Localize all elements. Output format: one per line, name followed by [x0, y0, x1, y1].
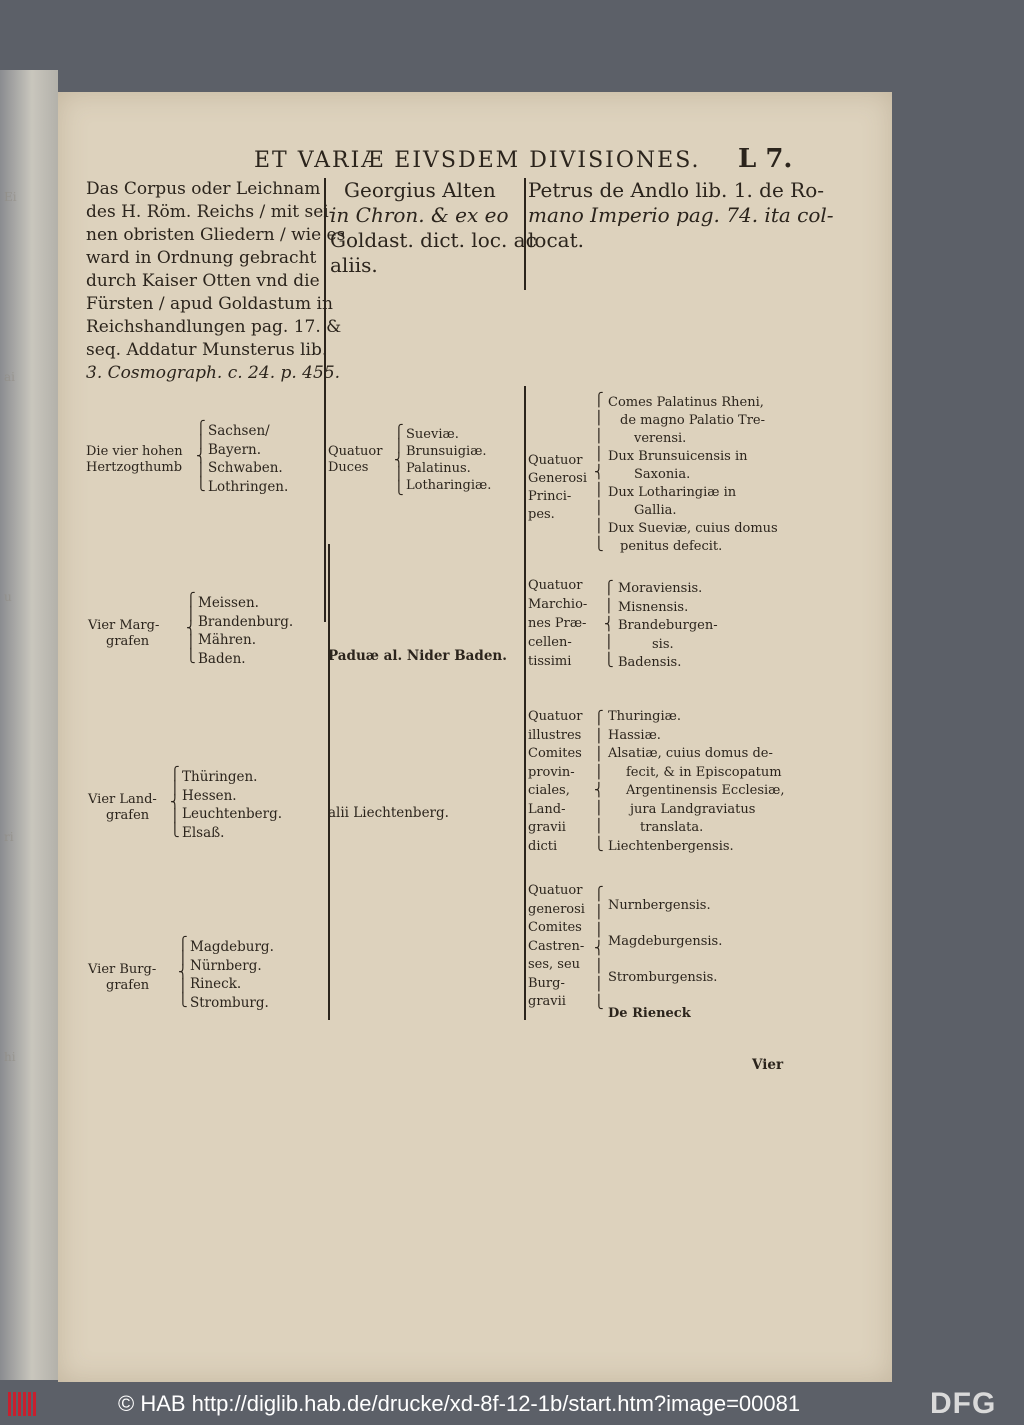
list-item: Brandeburgen- [618, 618, 718, 633]
col1-intro-line: ward in Ordnung gebracht [86, 248, 317, 268]
brace-icon: ⎧ ⎪ ⎪ ⎪ ⎨ ⎪ ⎪ ⎩ [594, 711, 604, 852]
col1-group3-label [88, 792, 157, 824]
col2-note-baden: Paduæ al. Nider Baden. [328, 648, 507, 664]
col2-intro-line: Goldast. dict. loc. ac [330, 228, 537, 252]
list-item: Brunsuigiæ. [406, 444, 487, 459]
list-item: penitus defecit. [620, 539, 723, 554]
label-line: gravii [528, 820, 566, 835]
label-line: cellen- [528, 635, 572, 650]
dfg-logo[interactable]: DFG [930, 1387, 997, 1420]
list-item: Dux Sueviæ, cuius domus [608, 521, 778, 536]
col3-intro [528, 178, 834, 253]
list-item: Saxonia. [634, 467, 691, 482]
list-item: Misnensis. [618, 599, 689, 615]
brace-icon: ⎧ ⎪ ⎨ ⎪ ⎩ [604, 581, 614, 668]
label-line: Land- [528, 801, 566, 817]
list-item: Dux Brunsuicensis in [608, 449, 748, 464]
label-line: provin- [528, 764, 575, 780]
label-line: dicti [528, 838, 558, 854]
list-item: Leuchtenberg. [182, 806, 283, 822]
col1-intro-line: Reichshandlungen pag. 17. & [86, 317, 342, 337]
col2-intro-line: Georgius Alten [344, 178, 496, 202]
col3-intro-line: locat. [528, 228, 584, 252]
col1-intro-line: Fürsten / apud Goldastum in [86, 294, 333, 314]
label-line: Castren- [528, 938, 585, 954]
list-item: translata. [640, 820, 704, 835]
col1-group2-items [198, 594, 293, 668]
col3-group4-label [528, 882, 585, 1012]
label-line: Generosi [528, 471, 588, 486]
list-item: Rineck. [190, 976, 242, 992]
col1-intro-line: Das Corpus oder Leichnam [86, 179, 321, 199]
running-title: ET VARIÆ EIVSDEM DIVISIONES. [254, 148, 701, 173]
catchword: Vier [752, 1057, 784, 1073]
label-line: Vier Land- [88, 792, 157, 807]
list-item: Palatinus. [406, 461, 471, 476]
col3-group3-items [608, 708, 785, 856]
list-item: Nurnbergensis. [608, 898, 711, 913]
col3-intro-line: mano Imperio pag. 74. ita col- [528, 203, 834, 227]
list-item: Hassiæ. [608, 727, 661, 743]
previous-page-edge: Ei ai u ri hi [0, 70, 58, 1380]
col3-group2-label [528, 576, 587, 671]
brace-icon: ⎧ ⎪ ⎨ ⎪ ⎩ [394, 425, 404, 496]
list-item: Thüringen. [182, 769, 258, 785]
list-item: Magdeburg. [190, 939, 274, 955]
list-item: Sueviæ. [406, 427, 459, 442]
col2-group1-label [328, 444, 382, 476]
list-item: Thuringiæ. [608, 709, 681, 724]
col1-group1-items [208, 422, 288, 496]
list-item: sis. [652, 636, 674, 652]
list-item: verensi. [634, 431, 687, 446]
col2-note-liechtenberg: alii Liechtenberg. [328, 805, 449, 821]
label-line: grafen [106, 808, 150, 823]
label-line: grafen [106, 634, 150, 649]
list-item: Dux Lotharingiæ in [608, 485, 737, 500]
col2-intro-line: in Chron. & ex eo [330, 203, 509, 227]
list-item: Lothringen. [208, 478, 289, 495]
label-line: Marchio- [528, 597, 588, 612]
book-page [58, 92, 892, 1382]
hab-logo-icon[interactable] [8, 1392, 42, 1418]
brace-icon: ⎧ ⎪ ⎪ ⎨ ⎪ ⎪ ⎩ [594, 887, 604, 1010]
brace-icon: ⎧ ⎪ ⎨ ⎪ ⎩ [170, 767, 180, 838]
col1-group2-label [88, 618, 159, 650]
col1-intro-line: des H. Röm. Reichs / mit sei- [86, 202, 335, 222]
list-item: Lotharingiæ. [406, 478, 492, 493]
col2-intro [330, 178, 537, 278]
col2-group1-items [406, 426, 491, 494]
col3-group4-items [608, 888, 722, 1032]
col3-group2-items [618, 580, 718, 673]
list-item: Moraviensis. [618, 581, 703, 596]
label-line: grafen [106, 978, 150, 993]
list-item: Hessen. [182, 787, 237, 804]
label-line: pes. [528, 507, 555, 522]
list-item: Nürnberg. [190, 957, 262, 974]
col3-group1-label [528, 452, 587, 524]
list-item: Meissen. [198, 595, 259, 611]
col1-group3-items [182, 768, 282, 842]
list-item: fecit, & in Episcopatum [626, 764, 782, 780]
col3-group3-label [528, 708, 582, 856]
brace-icon: ⎧ ⎪ ⎨ ⎪ ⎩ [178, 937, 188, 1008]
column-divider-1-lower [328, 544, 330, 1020]
brace-icon: ⎧ ⎪ ⎨ ⎪ ⎩ [186, 593, 196, 664]
label-line: Die vier hohen [86, 444, 183, 459]
list-item: Badensis. [618, 655, 682, 670]
column-divider-2-lower [524, 386, 526, 1020]
col2-intro-line: aliis. [330, 253, 378, 277]
label-line: Burg- [528, 975, 565, 991]
copyright-link[interactable]: © HAB http://diglib.hab.de/drucke/xd-8f-12-1b/start.htm?image=00081 [118, 1391, 801, 1416]
viewer-footer [0, 1383, 1024, 1425]
list-item: Mähren. [198, 632, 256, 648]
list-item: Argentinensis Ecclesiæ, [626, 783, 785, 798]
list-item: de magno Palatio Tre- [620, 413, 766, 428]
col1-intro-line: 3. Cosmograph. c. 24. p. 455. [86, 363, 341, 383]
list-item: Stromburg. [190, 994, 269, 1011]
col1-intro-line: durch Kaiser Otten vnd die [86, 271, 320, 291]
col1-group4-label [88, 962, 156, 994]
label-line: generosi [528, 901, 585, 917]
list-item: Magdeburgensis. [608, 934, 723, 949]
col1-group1-label [86, 444, 183, 476]
list-item: Stromburgensis. [608, 970, 718, 985]
list-item: Schwaben. [208, 460, 283, 476]
label-line: Comites [528, 920, 582, 935]
label-line: gravii [528, 994, 566, 1009]
col3-group1-items [608, 394, 778, 556]
list-item: De Rieneck [608, 1006, 691, 1021]
label-line: Princi- [528, 489, 572, 504]
list-item: Bayern. [208, 441, 262, 458]
label-line: illustres [528, 727, 582, 743]
col1-intro [86, 178, 345, 385]
list-item: Sachsen/ [208, 423, 270, 439]
label-line: Comites [528, 746, 582, 761]
label-line: ciales, [528, 783, 570, 798]
brace-icon: ⎧ ⎪ ⎪ ⎪ ⎨ ⎪ ⎪ ⎪ ⎩ [594, 393, 604, 552]
label-line: Vier Marg- [88, 618, 160, 633]
list-item: Liechtenbergensis. [608, 838, 734, 854]
label-line: Hertzogthumb [86, 460, 183, 475]
label-line: tissimi [528, 654, 572, 669]
label-line: Quatuor [528, 578, 583, 593]
label-line: Vier Burg- [88, 962, 157, 977]
list-item: Comes Palatinus Rheni, [608, 395, 764, 410]
col1-intro-line: seq. Addatur Munsterus lib. [86, 340, 328, 360]
col1-group4-items [190, 938, 274, 1012]
label-line: Duces [328, 460, 369, 475]
page-number: L 7. [738, 144, 793, 174]
label-line: Quatuor [528, 709, 583, 724]
list-item: Brandenburg. [198, 613, 294, 630]
list-item: Elsaß. [182, 824, 225, 841]
col3-intro-line: Petrus de Andlo lib. 1. de Ro- [528, 178, 825, 202]
label-line: Quatuor [328, 444, 383, 459]
list-item: Baden. [198, 650, 246, 667]
col1-intro-line: nen obristen Gliedern / wie es [86, 225, 346, 245]
list-item: Gallia. [634, 503, 677, 518]
label-line: nes Præ- [528, 616, 587, 631]
label-line: Quatuor [528, 883, 583, 898]
label-line: ses, seu [528, 957, 581, 972]
label-line: Quatuor [528, 453, 583, 468]
list-item: Alsatiæ, cuius domus de- [608, 746, 773, 761]
list-item: jura Landgraviatus [630, 801, 756, 817]
brace-icon: ⎧ ⎪ ⎨ ⎪ ⎩ [196, 421, 206, 492]
